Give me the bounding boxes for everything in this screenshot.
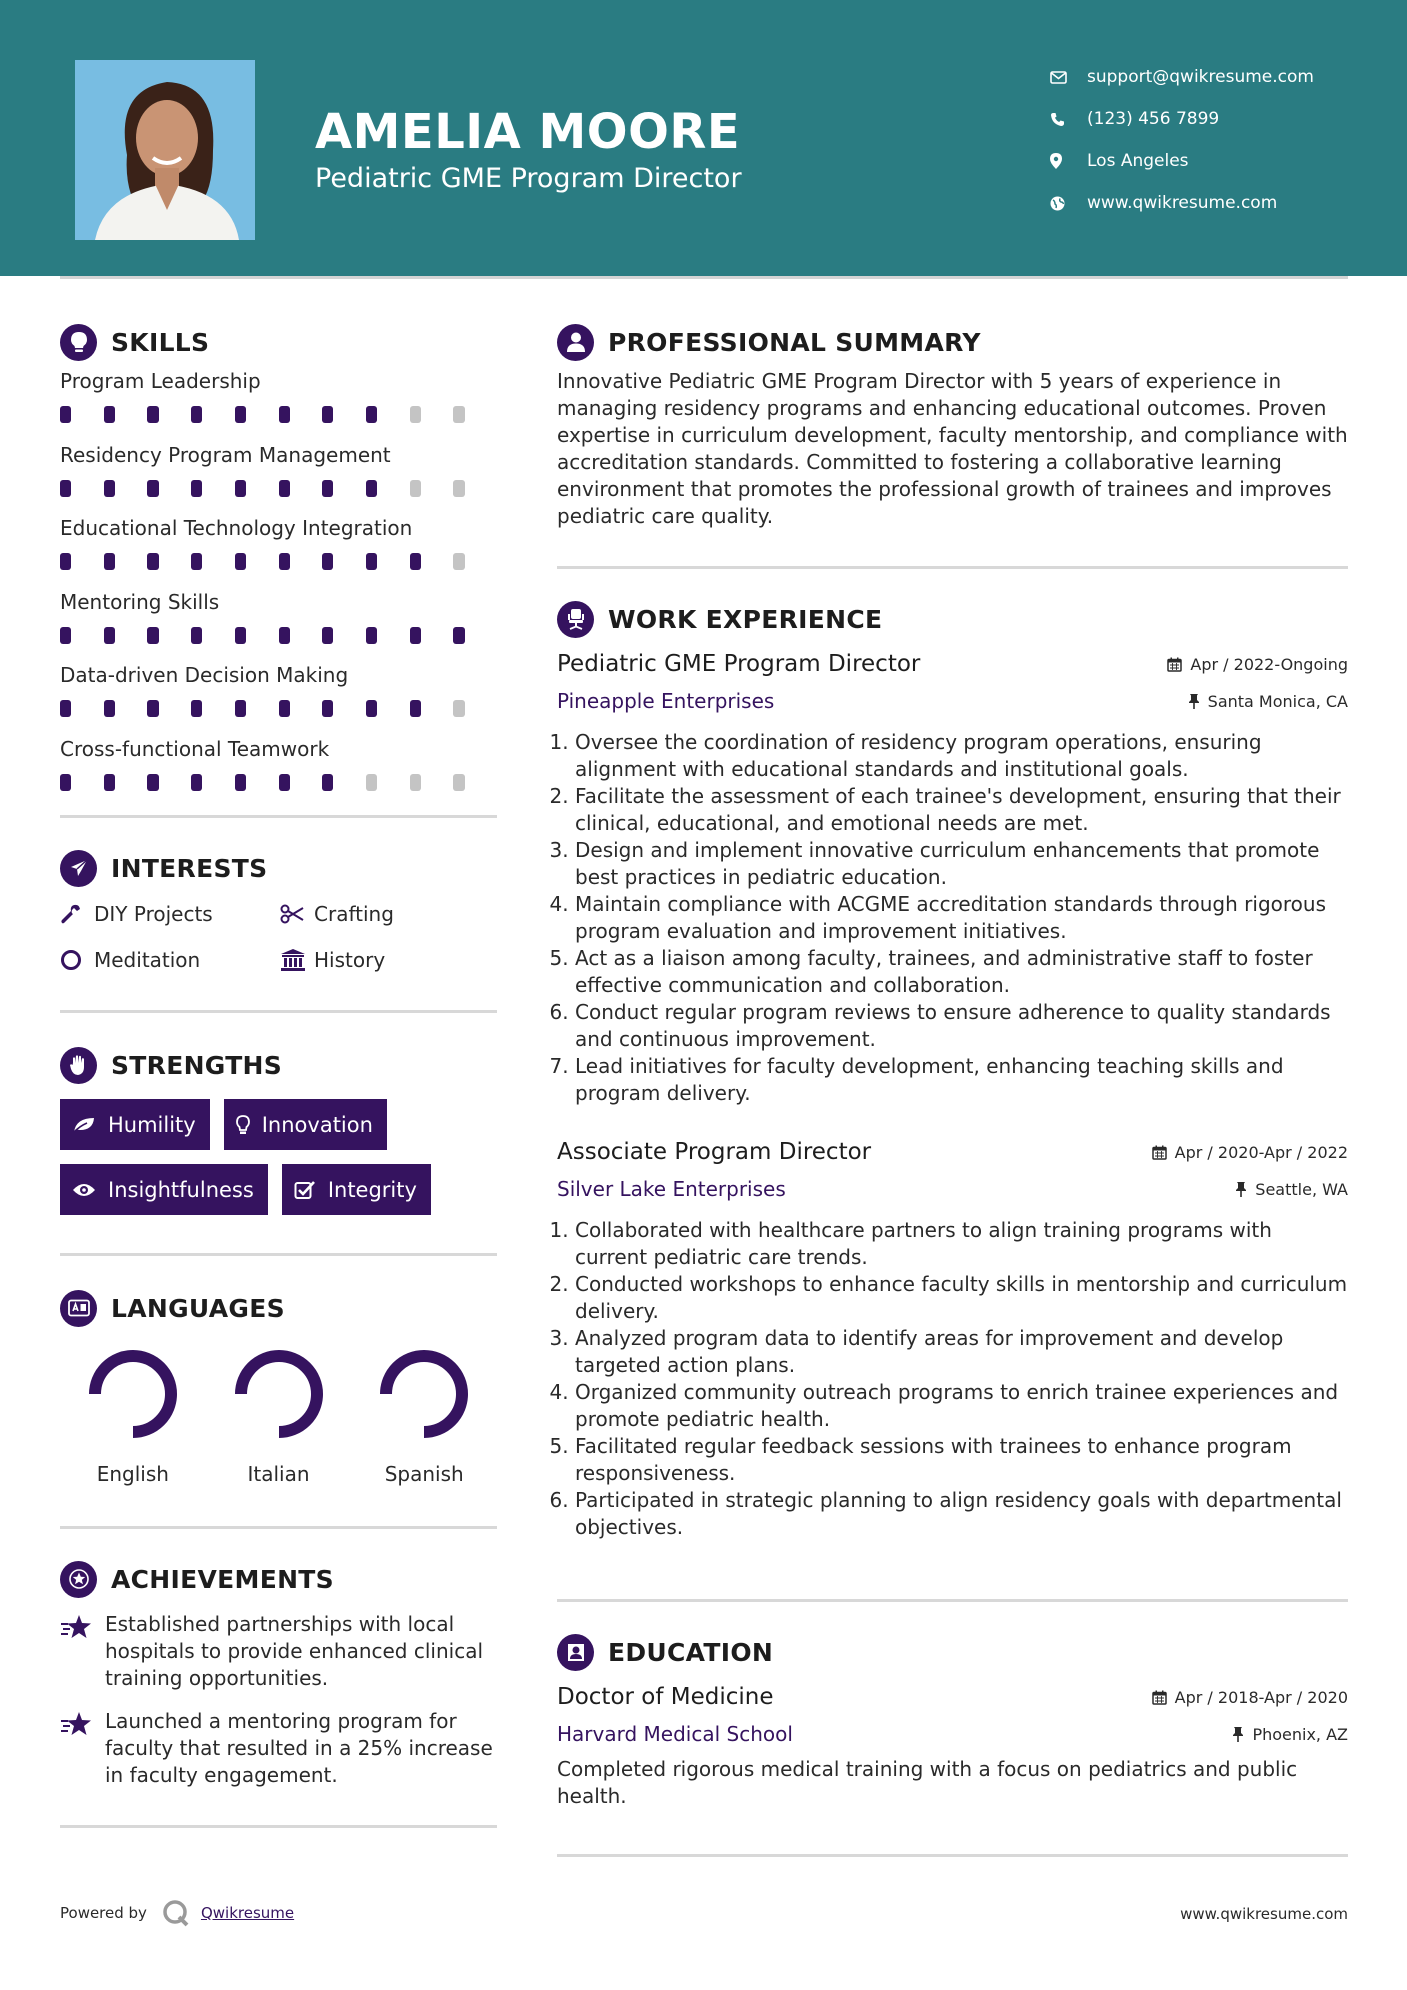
skill-item — [60, 654, 497, 728]
responsibility-item: 3. Analyzed program data to identify areas for improvement and develop targeted action plans. — [575, 1325, 1348, 1379]
job-location-text: Santa Monica, CA — [1207, 691, 1348, 711]
circle-icon — [60, 949, 94, 971]
language-level-ring — [233, 1348, 325, 1440]
skill-dot-filled — [104, 553, 115, 570]
skill-dot-empty — [410, 406, 421, 423]
education-date — [1152, 1688, 1348, 1707]
responsibility-item: 5. Facilitated regular feedback sessions with trainees to enhance program responsiveness. — [575, 1433, 1348, 1487]
section-divider — [60, 1526, 497, 1529]
skill-dot-filled — [191, 774, 202, 791]
contact-website[interactable] — [1050, 182, 1314, 224]
achievement-item — [60, 1708, 497, 1789]
skill-dot-filled — [104, 700, 115, 717]
skill-rating — [60, 700, 497, 717]
skill-dot-filled — [60, 627, 71, 644]
responsibility-item: 1. Collaborated with healthcare partners to align training programs with current pediatric care trends. — [575, 1217, 1348, 1271]
skill-dot-empty — [410, 774, 421, 791]
skill-dot-filled — [104, 480, 115, 497]
strengths-heading — [60, 1043, 497, 1087]
skill-dot-filled — [279, 700, 290, 717]
skill-dot-filled — [453, 627, 464, 644]
skill-dot-filled — [366, 406, 377, 423]
skills-title: SKILLS — [111, 327, 210, 357]
language-name: Spanish — [384, 1462, 464, 1486]
office-chair-icon — [557, 601, 594, 638]
skill-dot-filled — [60, 480, 71, 497]
skill-dot-filled — [147, 480, 158, 497]
achievements-title: ACHIEVEMENTS — [111, 1564, 334, 1594]
strength-label: Integrity — [327, 1177, 417, 1202]
strength-tag — [224, 1099, 387, 1150]
skill-dot-filled — [366, 553, 377, 570]
skill-name: Residency Program Management — [60, 442, 391, 467]
skill-dot-filled — [60, 700, 71, 717]
skill-dot-filled — [366, 480, 377, 497]
wrench-icon — [60, 903, 94, 925]
job-date — [1167, 655, 1348, 674]
skill-dot-empty — [453, 553, 464, 570]
skill-dot-filled — [322, 774, 333, 791]
skill-item — [60, 507, 497, 581]
candidate-name: AMELIA MOORE — [315, 104, 741, 160]
responsibility-item: 6. Conduct regular program reviews to ensure adherence to quality standards and continuous improvement. — [575, 999, 1348, 1053]
degree-name: Doctor of Medicine — [557, 1684, 774, 1710]
qwikresume-logo-icon — [161, 1898, 191, 1928]
summary-title: PROFESSIONAL SUMMARY — [608, 327, 981, 357]
skill-dot-filled — [191, 406, 202, 423]
skill-dot-filled — [60, 774, 71, 791]
resume-header — [0, 0, 1407, 276]
language-item — [206, 1348, 352, 1486]
strength-label: Insightfulness — [108, 1177, 254, 1202]
education-description: Completed rigorous medical training with a focus on pediatrics and public health. — [557, 1757, 1298, 1808]
interest-label: History — [314, 948, 386, 972]
checkbox-icon — [294, 1180, 316, 1200]
job-responsibilities — [557, 729, 1348, 1107]
education-school-row — [557, 1716, 1348, 1752]
skill-dot-filled — [235, 480, 246, 497]
user-icon — [557, 324, 594, 361]
skill-dot-filled — [279, 480, 290, 497]
section-divider — [60, 1253, 497, 1256]
candidate-title: Pediatric GME Program Director — [315, 163, 742, 194]
skill-dot-empty — [453, 406, 464, 423]
education-location — [1232, 1725, 1348, 1744]
skill-dot-filled — [366, 700, 377, 717]
job-date — [1152, 1143, 1348, 1162]
skill-dot-filled — [410, 553, 421, 570]
languages-list — [60, 1348, 497, 1486]
left-column — [60, 320, 497, 1828]
achievements-heading — [60, 1557, 497, 1601]
interest-label: DIY Projects — [94, 902, 213, 926]
company-name: Silver Lake Enterprises — [557, 1177, 786, 1201]
skill-dot-filled — [147, 627, 158, 644]
skill-dot-filled — [410, 627, 421, 644]
skill-dot-filled — [279, 553, 290, 570]
interest-item — [60, 944, 280, 976]
footer-website[interactable]: www.qwikresume.com — [1180, 1905, 1348, 1923]
skill-dot-filled — [147, 553, 158, 570]
job-entry — [557, 1133, 1348, 1541]
language-level-ring — [87, 1348, 179, 1440]
qwikresume-link[interactable]: Qwikresume — [200, 1904, 295, 1922]
contact-location — [1050, 140, 1314, 182]
skill-dot-filled — [279, 774, 290, 791]
skill-dot-filled — [147, 774, 158, 791]
summary-text: Innovative Pediatric GME Program Director with 5 years of experience in managing residency programs and enhancing educational outcomes. Proven expertise in curriculum development, faculty mentorship, and compliance with accreditation standards. Committed to fostering a collaborative learning environment that promotes the professional growth of trainees and improves pediatric care quality. — [557, 369, 1348, 528]
job-date-text: Apr / 2022-Ongoing — [1190, 654, 1348, 674]
skill-rating — [60, 774, 497, 791]
contact-website-text: www.qwikresume.com — [1087, 193, 1278, 213]
skill-dot-filled — [104, 774, 115, 791]
interests-list — [60, 898, 497, 976]
skill-rating — [60, 406, 497, 423]
skill-dot-empty — [453, 774, 464, 791]
skill-dot-empty — [366, 774, 377, 791]
skill-dot-filled — [235, 553, 246, 570]
raised-hand-icon — [60, 1047, 97, 1084]
profile-photo — [75, 60, 255, 240]
powered-by-label: Powered by — [60, 1904, 147, 1922]
pushpin-icon — [1232, 1726, 1244, 1742]
paper-plane-icon — [60, 850, 97, 887]
skill-dot-filled — [191, 700, 202, 717]
lightbulb-icon — [60, 324, 97, 361]
interest-label: Crafting — [314, 902, 394, 926]
job-title: Pediatric GME Program Director — [557, 651, 921, 677]
interest-label: Meditation — [94, 948, 201, 972]
skill-dot-filled — [104, 406, 115, 423]
skill-dot-filled — [147, 700, 158, 717]
skill-dot-filled — [322, 553, 333, 570]
skill-dot-filled — [279, 406, 290, 423]
experience-title: WORK EXPERIENCE — [608, 604, 883, 634]
scissors-icon — [280, 904, 314, 924]
skill-name: Data-driven Decision Making — [60, 663, 349, 687]
skill-name: Mentoring Skills — [60, 589, 220, 614]
right-column — [557, 320, 1348, 1857]
responsibility-item: 1. Oversee the coordination of residency program operations, ensuring alignment with educational standards and institutional goals. — [575, 729, 1348, 783]
skill-dot-filled — [60, 553, 71, 570]
section-divider — [557, 566, 1348, 569]
skill-dot-empty — [453, 480, 464, 497]
language-item — [351, 1348, 497, 1486]
skill-dot-filled — [60, 406, 71, 423]
museum-icon — [280, 948, 314, 972]
interests-heading — [60, 846, 497, 890]
responsibility-item: 2. Conducted workshops to enhance faculty skills in mentorship and curriculum delivery. — [575, 1271, 1348, 1325]
company-name: Pineapple Enterprises — [557, 689, 775, 713]
skill-rating — [60, 480, 497, 497]
skill-dot-filled — [147, 406, 158, 423]
footer-powered-by — [60, 1898, 294, 1928]
lightbulb-icon — [236, 1115, 250, 1135]
job-header-row — [557, 645, 1348, 683]
strengths-list — [60, 1099, 497, 1229]
language-icon — [60, 1290, 97, 1327]
skill-item — [60, 728, 497, 802]
job-title: Associate Program Director — [557, 1139, 872, 1165]
section-divider — [557, 1599, 1348, 1602]
education-date-text: Apr / 2018-Apr / 2020 — [1174, 1687, 1348, 1707]
globe-icon — [1050, 196, 1087, 211]
skill-dot-filled — [322, 480, 333, 497]
map-pin-icon — [1050, 153, 1087, 169]
responsibility-item: 4. Maintain compliance with ACGME accreditation standards through rigorous program evaluation and improvement initiatives. — [575, 891, 1348, 945]
achievement-text: Established partnerships with local hospitals to provide enhanced clinical training opportunities. — [105, 1612, 484, 1690]
education-heading — [557, 1630, 1348, 1674]
skill-item — [60, 581, 497, 655]
phone-icon — [1050, 112, 1087, 127]
section-divider — [557, 1854, 1348, 1857]
responsibility-item: 2. Facilitate the assessment of each trainee's development, ensuring that their clinical, educational, and emotional needs are met. — [575, 783, 1348, 837]
calendar-icon — [1152, 1145, 1167, 1160]
interests-title: INTERESTS — [111, 853, 268, 883]
language-name: English — [96, 1462, 169, 1486]
skill-dot-empty — [410, 480, 421, 497]
contact-email-text: support@qwikresume.com — [1087, 67, 1314, 87]
strength-tag — [60, 1164, 268, 1215]
calendar-icon — [1152, 1690, 1167, 1705]
leaf-icon — [72, 1116, 96, 1134]
job-entry — [557, 645, 1348, 1107]
skill-dot-filled — [279, 627, 290, 644]
achievement-item — [60, 1611, 497, 1692]
job-location — [1188, 692, 1348, 711]
education-entry — [557, 1678, 1348, 1810]
section-divider — [60, 815, 497, 818]
skill-item — [60, 360, 497, 434]
strength-label: Humility — [108, 1112, 196, 1137]
skills-list — [60, 360, 497, 801]
header-divider — [60, 276, 1348, 279]
responsibility-item: 4. Organized community outreach programs to enrich trainee experiences and promote pediatric health. — [575, 1379, 1348, 1433]
pushpin-icon — [1235, 1181, 1247, 1197]
interest-item — [280, 944, 500, 976]
education-location-text: Phoenix, AZ — [1252, 1724, 1348, 1744]
contact-phone-text: (123) 456 7899 — [1087, 109, 1220, 129]
section-divider — [60, 1825, 497, 1828]
pushpin-icon — [1188, 693, 1200, 709]
responsibility-item: 7. Lead initiatives for faculty development, enhancing teaching skills and program delivery. — [575, 1053, 1348, 1107]
strength-tag — [60, 1099, 210, 1150]
skill-rating — [60, 553, 497, 570]
interest-item — [60, 898, 280, 930]
achievement-text: Launched a mentoring program for faculty that resulted in a 25% increase in faculty engagement. — [105, 1709, 493, 1787]
strength-label: Innovation — [261, 1112, 373, 1137]
education-header-row — [557, 1678, 1348, 1716]
contact-location-text: Los Angeles — [1087, 151, 1189, 171]
graduate-icon — [557, 1634, 594, 1671]
skill-dot-filled — [191, 627, 202, 644]
contact-email[interactable] — [1050, 56, 1314, 98]
job-company-row — [557, 683, 1348, 719]
languages-title: LANGUAGES — [111, 1293, 285, 1323]
skill-dot-filled — [235, 406, 246, 423]
experience-heading — [557, 597, 1348, 641]
skill-rating — [60, 627, 497, 644]
skill-name: Program Leadership — [60, 369, 261, 393]
responsibility-item: 3. Design and implement innovative curriculum enhancements that promote best practices in pediatric education. — [575, 837, 1348, 891]
summary-heading — [557, 320, 1348, 364]
responsibility-item: 5. Act as a liaison among faculty, trainees, and administrative staff to foster effective communication and collaboration. — [575, 945, 1348, 999]
skill-dot-filled — [235, 627, 246, 644]
job-date-text: Apr / 2020-Apr / 2022 — [1174, 1142, 1348, 1162]
school-name: Harvard Medical School — [557, 1722, 793, 1746]
job-responsibilities — [557, 1217, 1348, 1541]
skill-name: Cross-functional Teamwork — [60, 736, 330, 761]
skill-dot-filled — [410, 700, 421, 717]
skill-dot-filled — [191, 553, 202, 570]
skill-dot-filled — [191, 480, 202, 497]
responsibility-item: 6. Participated in strategic planning to align residency goals with departmental objectives. — [575, 1487, 1348, 1541]
language-name: Italian — [247, 1462, 310, 1486]
job-header-row — [557, 1133, 1348, 1171]
envelope-icon — [1050, 71, 1087, 84]
interest-item — [280, 898, 500, 930]
job-location — [1235, 1180, 1348, 1199]
job-company-row — [557, 1171, 1348, 1207]
skill-dot-filled — [235, 774, 246, 791]
skill-name: Educational Technology Integration — [60, 516, 413, 540]
skill-item — [60, 434, 497, 508]
skill-dot-filled — [104, 627, 115, 644]
strengths-title: STRENGTHS — [111, 1050, 283, 1080]
achievements-list — [60, 1611, 497, 1789]
skill-dot-filled — [322, 627, 333, 644]
star-badge-icon — [60, 1561, 97, 1598]
eye-icon — [72, 1182, 96, 1198]
skill-dot-filled — [322, 700, 333, 717]
skill-dot-filled — [366, 627, 377, 644]
language-item — [60, 1348, 206, 1486]
skills-heading — [60, 320, 497, 364]
contact-phone[interactable] — [1050, 98, 1314, 140]
skill-dot-filled — [322, 406, 333, 423]
language-level-ring — [378, 1348, 470, 1440]
contact-list — [1050, 56, 1314, 224]
calendar-icon — [1167, 657, 1182, 672]
skill-dot-filled — [235, 700, 246, 717]
job-location-text: Seattle, WA — [1255, 1179, 1348, 1199]
skill-dot-empty — [453, 700, 464, 717]
strength-tag — [282, 1164, 431, 1215]
education-title: EDUCATION — [608, 1637, 774, 1667]
languages-heading — [60, 1286, 497, 1330]
section-divider — [60, 1010, 497, 1013]
star-icon — [60, 1708, 105, 1789]
star-icon — [60, 1611, 105, 1692]
